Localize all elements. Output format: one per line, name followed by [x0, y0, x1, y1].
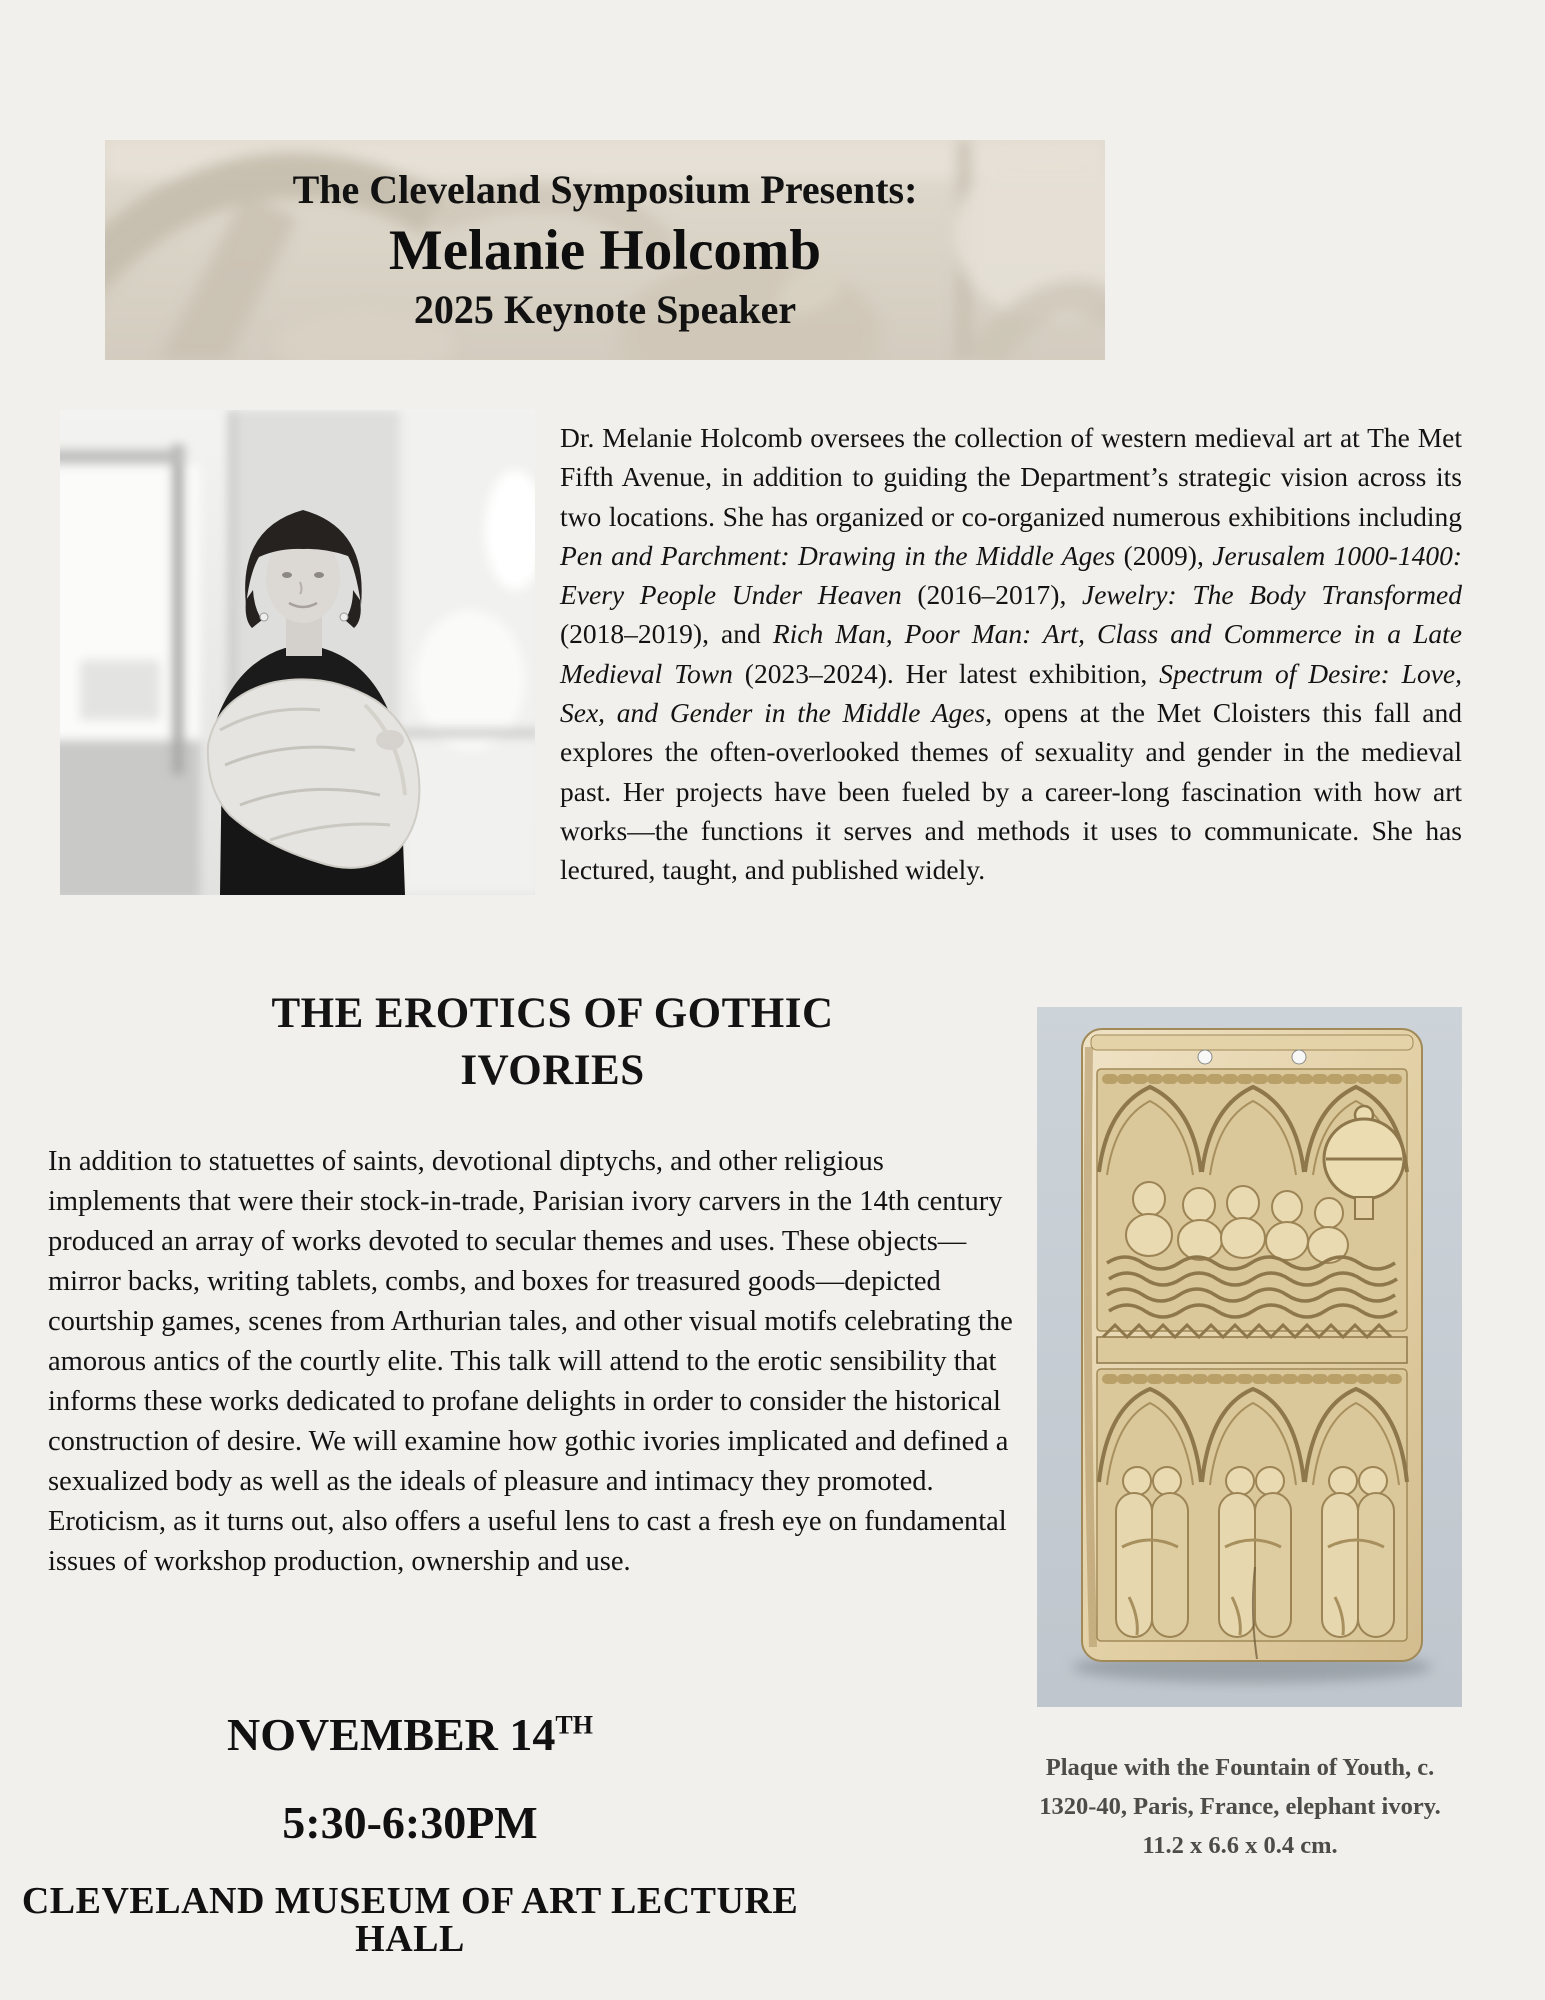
banner-text — [105, 140, 1105, 360]
speaker-portrait-photo — [60, 410, 535, 895]
speaker-bio: Dr. Melanie Holcomb oversees the collection of western medieval art at The Met Fifth Avenue, in addition to guiding the Department’s strategic vision across its two locations. She has organized or co-organized numerous exhibitions including Pen and Parchment: Drawing in the Middle Ages (2009), Jerusalem 1000-1400: Every People Under Heaven (2016–2017), Jewelry: The Body Transformed (2018–2019), and Rich Man, Poor Man: Art, Class and Commerce in a Late Medieval Town (2023–2024). Her latest exhibition, Spectrum of Desire: Love, Sex, and Gender in the Middle Ages, opens at the Met Cloisters this fall and explores the often-overlooked themes of sexuality and gender in the medieval past. Her projects have been fueled by a career-long fascination with how art works—the functions it serves and methods it uses to communicate. She has lectured, taught, and published widely. — [560, 422, 1462, 886]
event-date-main: NOVEMBER 14 — [227, 1709, 556, 1760]
header-banner — [105, 140, 1105, 360]
event-date — [15, 1709, 805, 1760]
talk-title-line2: IVORIES — [460, 1047, 645, 1094]
portrait-photo-image — [60, 410, 535, 895]
plaque-artwork — [1037, 1007, 1462, 1707]
event-date-suffix: TH — [555, 1710, 593, 1740]
event-venue: CLEVELAND MUSEUM OF ART LECTURE HALL — [21, 1880, 799, 1960]
caption-line1: Plaque with the Fountain of Youth, c. — [1045, 1754, 1435, 1781]
talk-title-line1: THE EROTICS OF GOTHIC — [271, 990, 834, 1037]
event-time: 5:30-6:30PM — [282, 1797, 538, 1848]
caption-line2: 1320-40, Paris, France, elephant ivory. — [1039, 1793, 1441, 1820]
talk-title — [225, 985, 880, 1099]
speaker-name: Melanie Holcomb — [388, 219, 822, 283]
talk-description: In addition to statuettes of saints, devotional diptychs, and other religious implements that were their stock-in-trade, Parisian ivory carvers in the 14th century produced an array of works devoted to secular themes and uses. These objects—mirror backs, writing tablets, combs, and boxes for treasured goods—depicted courtship games, scenes from Arthurian tales, and other visual motifs celebrating the amorous antics of the courtly elite. This talk will attend to the erotic sensibility that informs these works dedicated to profane delights in order to consider the historical construction of desire. We will examine how gothic ivories implicated and defined a sexualized body as well as the ideals of pleasure and intimacy they promoted. Eroticism, as it turns out, also offers a useful lens to cast a fresh eye on fundamental issues of workshop production, ownership and use. — [48, 1146, 1013, 1577]
event-details — [15, 1709, 805, 1960]
ivory-plaque-image — [1037, 1007, 1462, 1707]
caption-line3: 11.2 x 6.6 x 0.4 cm. — [1142, 1832, 1338, 1859]
plaque-caption — [1022, 1748, 1458, 1865]
presents-line: The Cleveland Symposium Presents: — [292, 167, 918, 213]
keynote-subtitle: 2025 Keynote Speaker — [413, 286, 797, 332]
